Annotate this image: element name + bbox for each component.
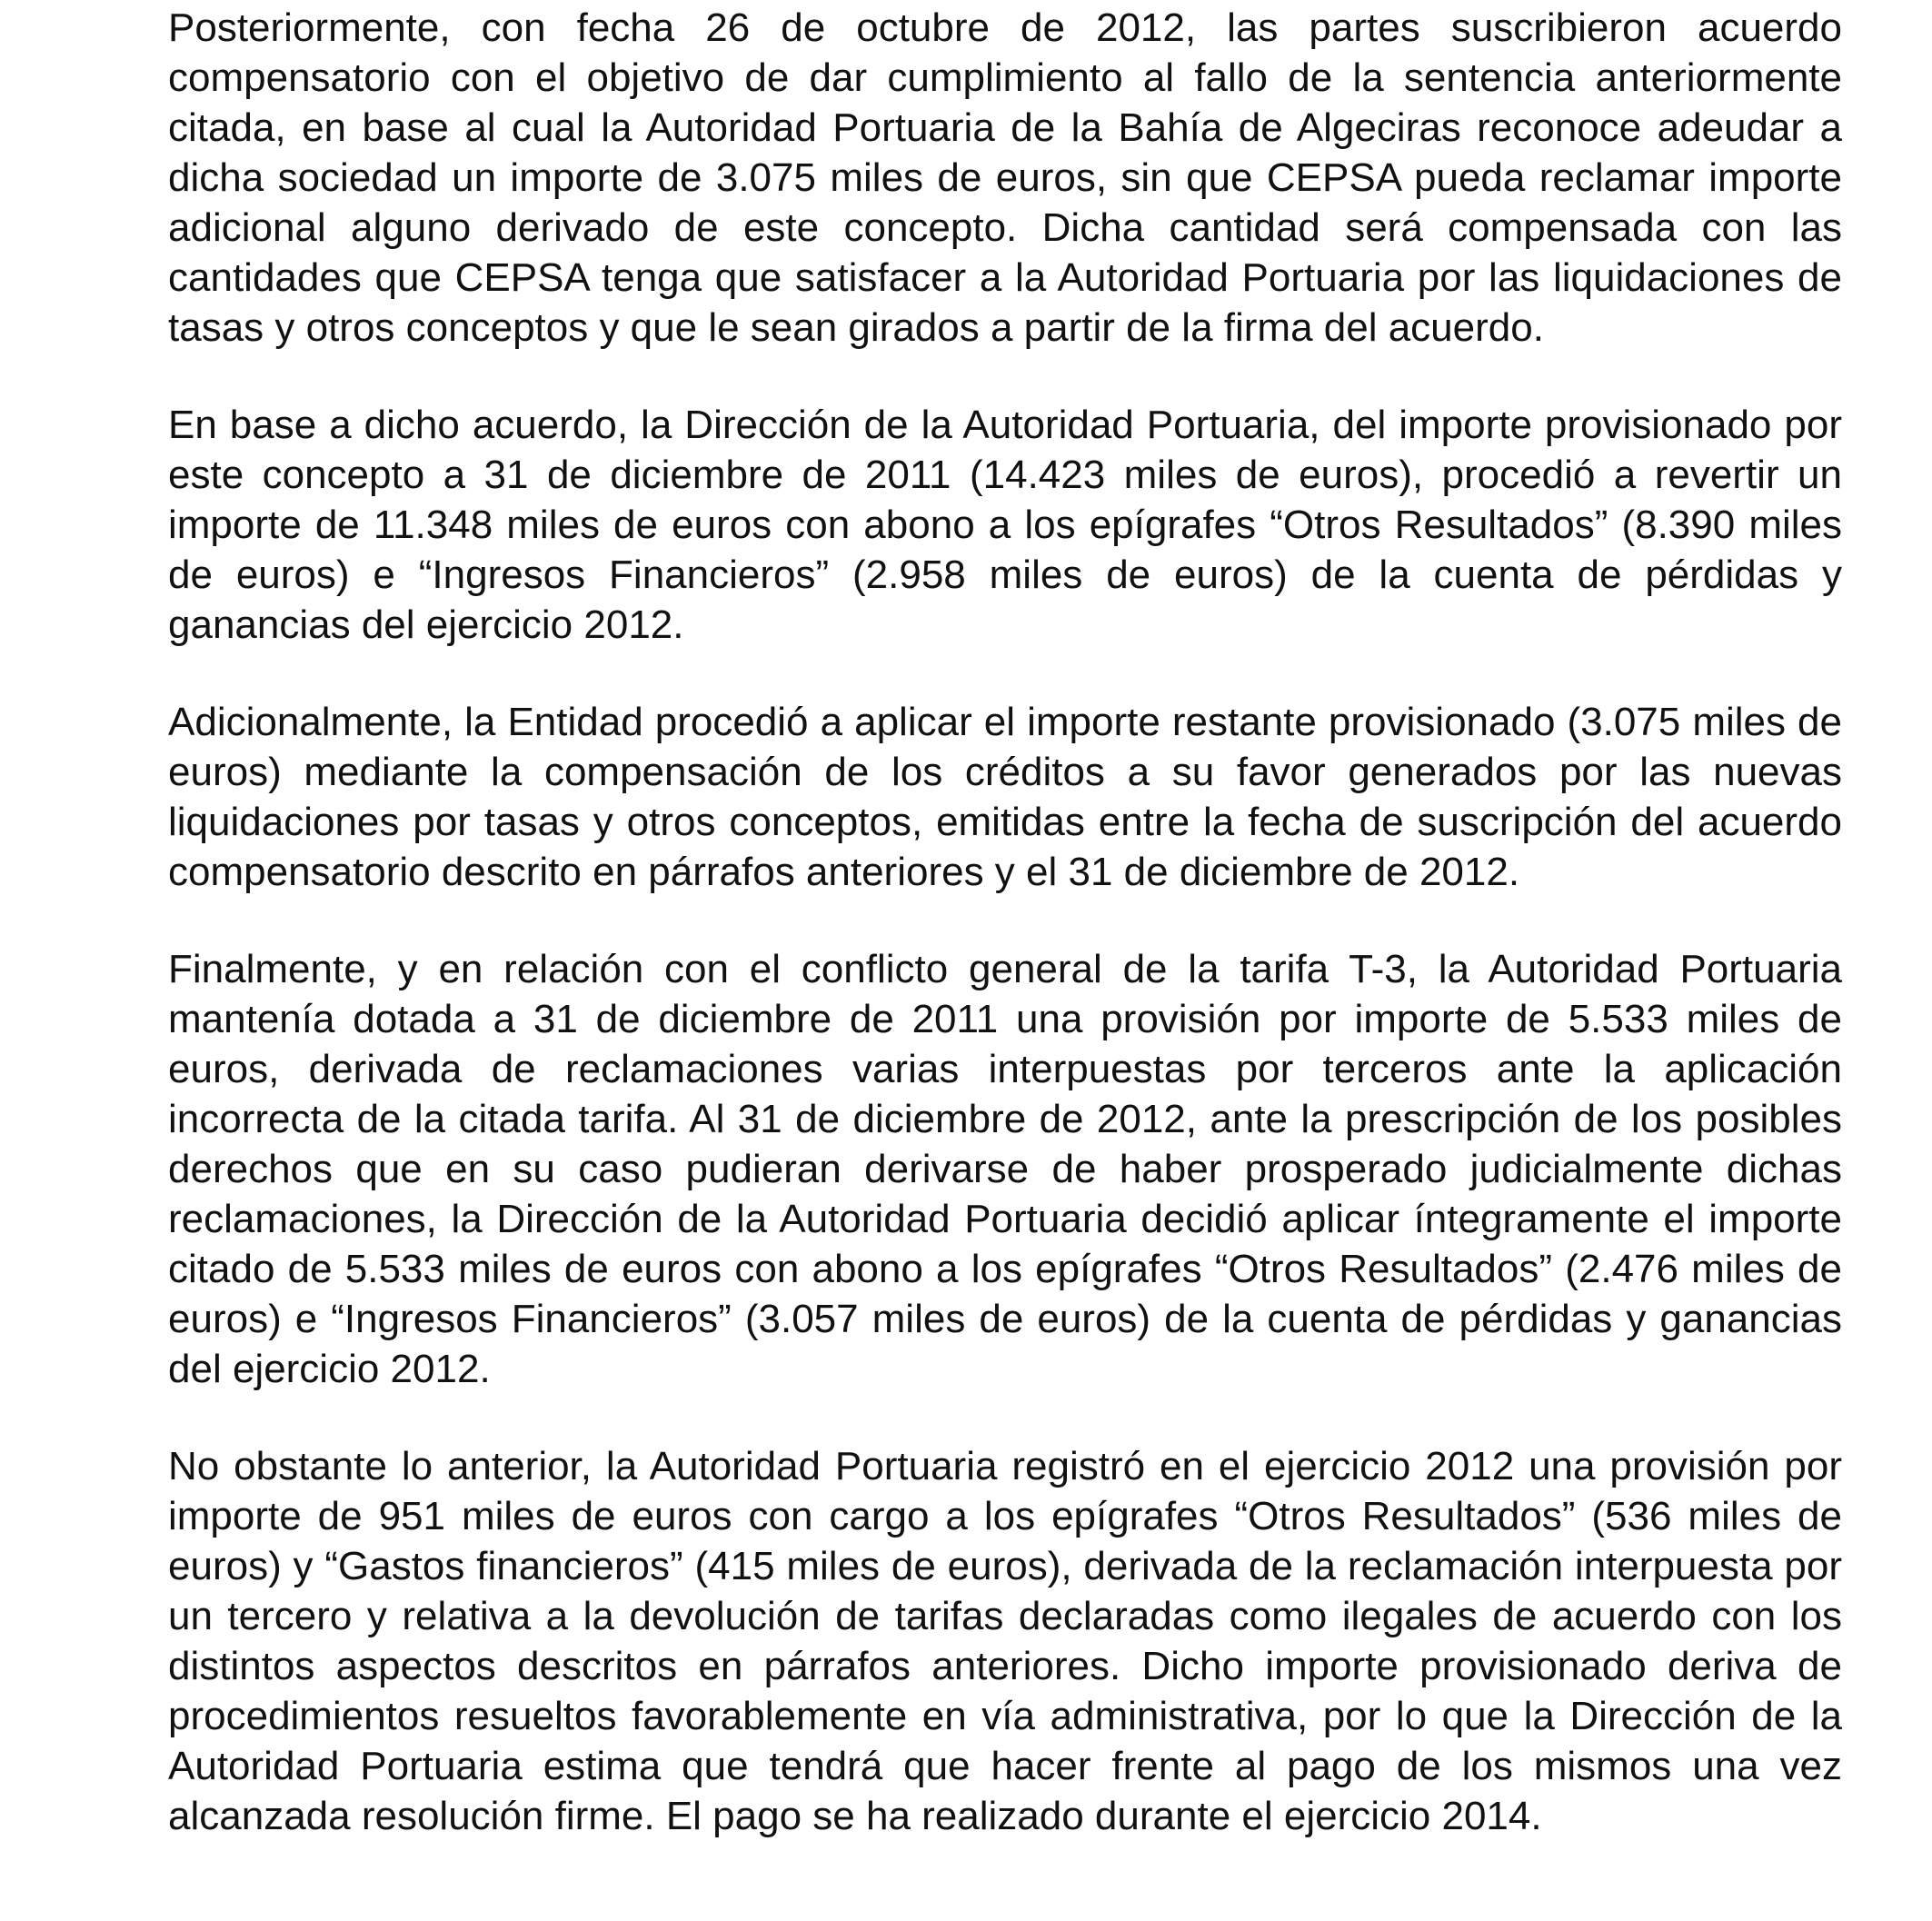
paragraph-cepsa-agreement: Posteriormente, con fecha 26 de octubre de 2012, las partes suscribieron acuerdo compensatorio con el objetivo de dar cumplimiento al fallo de la sentencia anteriormente citada, en base al cual la Autoridad Portuaria de la Bahía de Algeciras reconoce adeudar a dicha sociedad un importe de 3.075 miles de euros, sin que CEPSA pueda reclamar importe adicional alguno derivado de este concepto. Dicha cantidad será compensada con las cantidades que CEPSA tenga que satisfacer a la Autoridad Portuaria por las liquidaciones de tasas y otros conceptos y que le sean girados a partir de la firma del acuerdo.: [168, 5, 1842, 350]
document-page: [168, 0, 1842, 1841]
paragraph-remaining-provision: Adicionalmente, la Entidad procedió a aplicar el importe restante provisionado (3.075 miles de euros) mediante la compensación de los créditos a su favor generados por las nuevas liquidaciones por tasas y otros conceptos, emitidas entre la fecha de suscripción del acuerdo compensatorio descrito en párrafos anteriores y el 31 de diciembre de 2012.: [168, 700, 1842, 894]
paragraph-provision-reversal: En base a dicho acuerdo, la Dirección de la Autoridad Portuaria, del importe provisionado por este concepto a 31 de diciembre de 2011 (14.423 miles de euros), procedió a revertir un importe de 11.348 miles de euros con abono a los epígrafes “Otros Resultados” (8.390 miles de euros) e “Ingresos Financieros” (2.958 miles de euros) de la cuenta de pérdidas y ganancias del ejercicio 2012.: [168, 403, 1842, 647]
paragraph-new-provision: No obstante lo anterior, la Autoridad Portuaria registró en el ejercicio 2012 una provisión por importe de 951 miles de euros con cargo a los epígrafes “Otros Resultados” (536 miles de euros) y “Gastos financieros” (415 miles de euros), derivada de la reclamación interpuesta por un tercero y relativa a la devolución de tarifas declaradas como ilegales de acuerdo con los distintos aspectos descritos en párrafos anteriores. Dicho importe provisionado deriva de procedimientos resueltos favorablemente en vía administrativa, por lo que la Dirección de la Autoridad Portuaria estima que tendrá que hacer frente al pago de los mismos una vez alcanzada resolución firme. El pago se ha realizado durante el ejercicio 2014.: [168, 1444, 1842, 1838]
paragraph-t3-tariff-conflict: Finalmente, y en relación con el conflicto general de la tarifa T-3, la Autoridad Portuaria mantenía dotada a 31 de diciembre de 2011 una provisión por importe de 5.533 miles de euros, derivada de reclamaciones varias interpuestas por terceros ante la aplicación incorrecta de la citada tarifa. Al 31 de diciembre de 2012, ante la prescripción de los posibles derechos que en su caso pudieran derivarse de haber prosperado judicialmente dichas reclamaciones, la Dirección de la Autoridad Portuaria decidió aplicar íntegramente el importe citado de 5.533 miles de euros con abono a los epígrafes “Otros Resultados” (2.476 miles de euros) e “Ingresos Financieros” (3.057 miles de euros) de la cuenta de pérdidas y ganancias del ejercicio 2012.: [168, 947, 1842, 1391]
